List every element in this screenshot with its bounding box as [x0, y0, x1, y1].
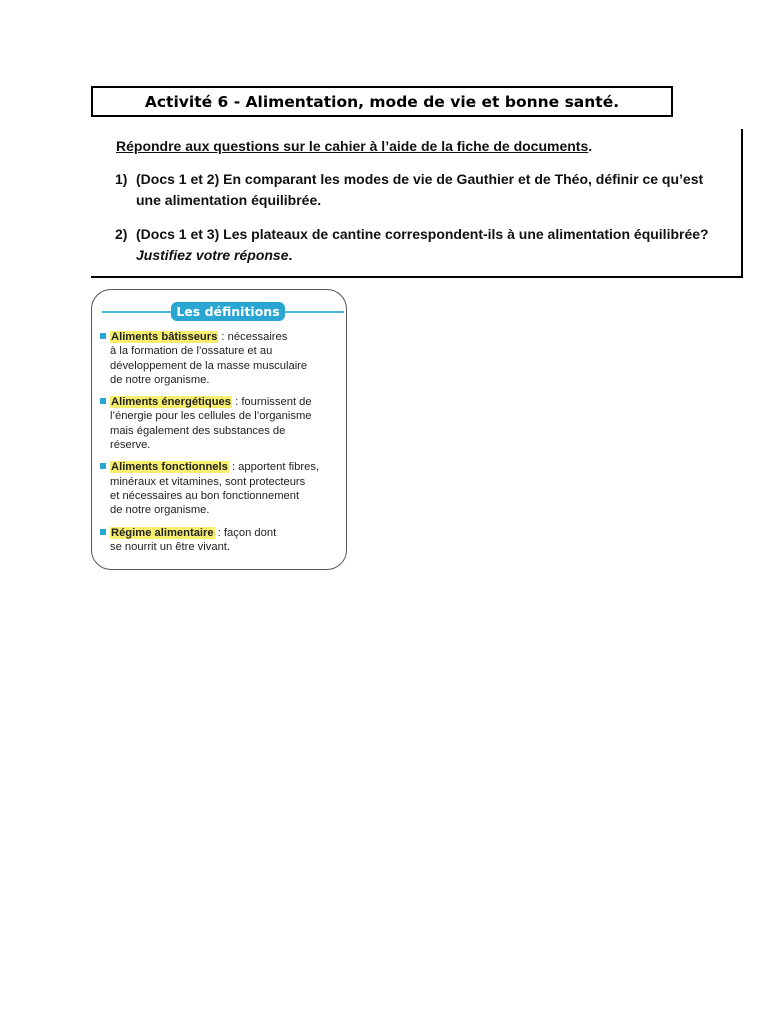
- definition-text: de notre organisme.: [110, 504, 210, 517]
- definition-text: l’énergie pour les cellules de l’organisme: [110, 410, 312, 423]
- definition-item: [100, 330, 344, 387]
- activity-title: Activité 6 - Alimentation, mode de vie et bonne santé.: [144, 92, 620, 111]
- definitions-list: [100, 330, 344, 562]
- square-bullet-icon: [100, 333, 106, 339]
- definition-item: [100, 460, 344, 517]
- definition-term: Aliments bâtisseurs: [111, 331, 218, 343]
- definition-text: à la formation de l’ossature et au: [110, 345, 273, 358]
- definition-text: mais également des substances de: [110, 424, 286, 437]
- definition-text: et nécessaires au bon fonctionnement: [110, 489, 300, 502]
- question-1-line1: (Docs 1 et 2) En comparant les modes de vie de Gauthier et de Théo, définir ce qu’est: [136, 171, 704, 187]
- definition-text: se nourrit un être vivant.: [110, 540, 231, 553]
- definitions-card: [91, 289, 347, 570]
- questions-box: [91, 129, 743, 278]
- question-2-number: 2): [115, 226, 128, 242]
- definition-text: de notre organisme.: [110, 373, 210, 386]
- question-1-number: 1): [115, 171, 128, 187]
- square-bullet-icon: [100, 529, 106, 535]
- instructions-intro-end: .: [588, 138, 593, 154]
- definition-text: : nécessaires: [218, 331, 288, 343]
- definition-text: minéraux et vitamines, sont protecteurs: [110, 475, 306, 488]
- instructions-intro-text: Répondre aux questions sur le cahier à l’aide de la fiche de documents: [116, 138, 589, 154]
- question-2-line1: (Docs 1 et 3) Les plateaux de cantine correspondent-ils à une alimentation équilibrée?: [136, 226, 709, 242]
- definition-text: : fournissent de: [232, 396, 312, 409]
- definition-item: [100, 526, 344, 555]
- definition-term: Aliments fonctionnels: [111, 461, 228, 474]
- definition-text: développement de la masse musculaire: [110, 359, 308, 372]
- question-1: [115, 169, 703, 211]
- definitions-heading-tab: [171, 302, 285, 321]
- definition-term: Aliments énergétiques: [111, 396, 231, 409]
- definitions-heading: Les définitions: [176, 304, 280, 319]
- question-1-line2: une alimentation équilibrée.: [136, 192, 322, 208]
- question-2-line2: Justifiez votre réponse: [136, 247, 289, 263]
- square-bullet-icon: [100, 463, 106, 469]
- square-bullet-icon: [100, 398, 106, 404]
- activity-title-box: [91, 86, 673, 117]
- definition-item: [100, 395, 344, 452]
- question-2: [115, 224, 709, 266]
- definition-text: réserve.: [110, 439, 151, 452]
- instructions-intro: [116, 138, 592, 154]
- question-2-line2-end: .: [288, 247, 293, 263]
- definition-text: : apportent fibres,: [228, 461, 320, 474]
- definition-text: : façon dont: [214, 526, 277, 539]
- definition-term: Régime alimentaire: [111, 526, 214, 539]
